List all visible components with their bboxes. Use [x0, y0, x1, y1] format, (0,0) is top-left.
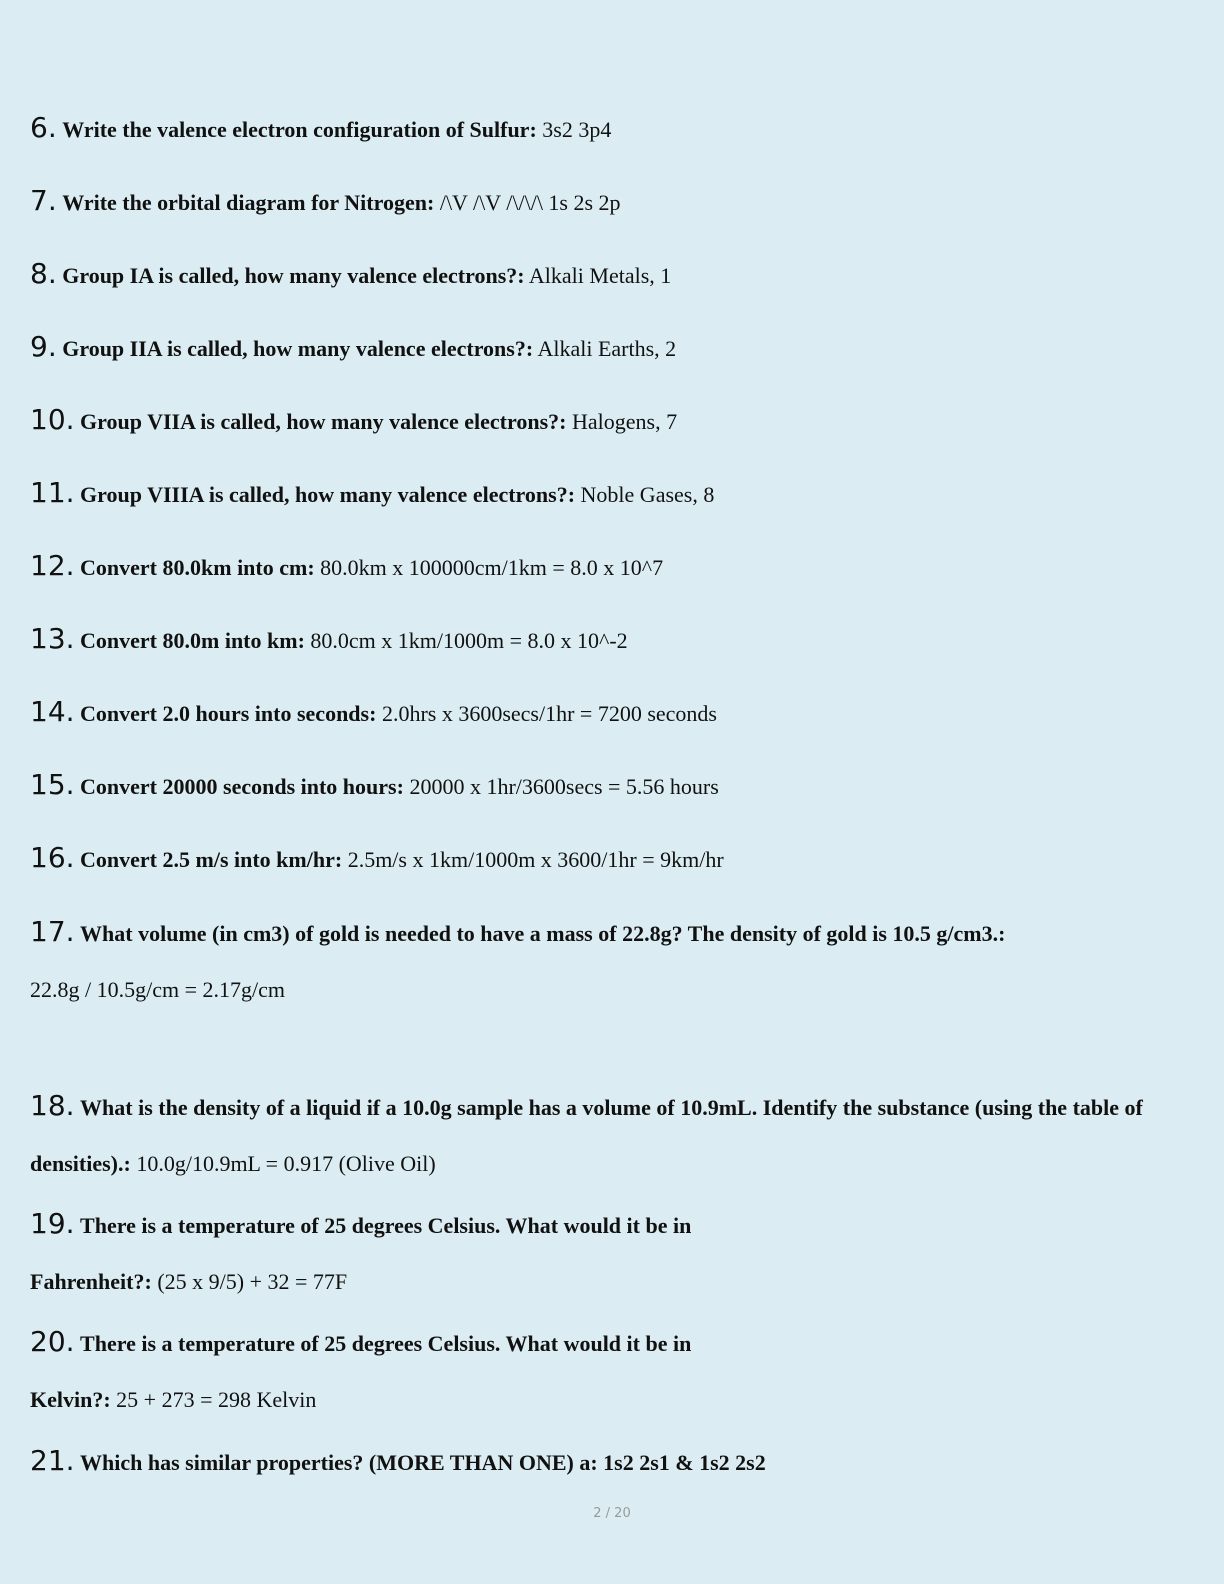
answer-text: 2.5m/s x 1km/1000m x 3600/1hr = 9km/hr [347, 847, 724, 872]
answer-text: 22.8g / 10.5g/cm = 2.17g/cm [30, 977, 285, 1002]
question-number: 14. [30, 695, 75, 728]
question-number: 12. [30, 549, 75, 582]
question-21 [30, 1433, 1200, 1491]
question-9 [30, 319, 1200, 377]
question-11 [30, 465, 1200, 523]
question-text: Convert 2.0 hours into seconds: [80, 701, 377, 726]
question-text: Convert 80.0km into cm: [80, 555, 315, 580]
answer-text: 80.0km x 100000cm/1km = 8.0 x 10^7 [320, 555, 664, 580]
question-number: 7. [30, 184, 57, 217]
question-number: 21. [30, 1444, 75, 1477]
question-number: 20. [30, 1325, 75, 1358]
question-17 [30, 904, 1200, 1018]
question-number: 18. [30, 1089, 75, 1122]
answer-text: 10.0g/10.9mL = 0.917 (Olive Oil) [136, 1151, 436, 1176]
question-number: 17. [30, 915, 75, 948]
question-20 [30, 1314, 770, 1428]
question-text: Group IIA is called, how many valence electrons?: [62, 336, 534, 361]
question-text: Convert 80.0m into km: [80, 628, 305, 653]
question-text: There is a temperature of 25 degrees Celsius. What would it be in Fahrenheit?: [30, 1213, 692, 1294]
question-19 [30, 1196, 770, 1310]
question-text: What volume (in cm3) of gold is needed to have a mass of 22.8g? The density of gold is 10.5 g/cm3.: [80, 921, 1006, 946]
question-number: 11. [30, 476, 75, 509]
question-text: Group VIIIA is called, how many valence electrons?: [80, 482, 576, 507]
answer-text: 80.0cm x 1km/1000m = 8.0 x 10^-2 [310, 628, 628, 653]
question-16 [30, 830, 1200, 888]
question-12 [30, 538, 1200, 596]
question-text: Write the orbital diagram for Nitrogen: [62, 190, 435, 215]
question-number: 8. [30, 257, 57, 290]
answer-text: 25 + 273 = 298 Kelvin [116, 1387, 317, 1412]
question-text: Group VIIA is called, how many valence electrons?: [80, 409, 567, 434]
question-number: 13. [30, 622, 75, 655]
answer-text: Alkali Earths, 2 [537, 336, 677, 361]
answer-text: (25 x 9/5) + 32 = 77F [157, 1269, 348, 1294]
question-text: Write the valence electron configuration of Sulfur: [62, 117, 537, 142]
question-text: Convert 2.5 m/s into km/hr: [80, 847, 343, 872]
question-number: 6. [30, 111, 57, 144]
question-number: 16. [30, 841, 75, 874]
answer-text: 2.0hrs x 3600secs/1hr = 7200 seconds [381, 701, 717, 726]
question-6 [30, 100, 1200, 158]
answer-text: /\V /\V /\/\/\ 1s 2s 2p [439, 190, 621, 215]
question-text: Convert 20000 seconds into hours: [80, 774, 404, 799]
question-text: Group IA is called, how many valence electrons?: [62, 263, 525, 288]
question-10 [30, 392, 1200, 450]
page-indicator: 2 / 20 [593, 1506, 631, 1521]
question-15 [30, 757, 1200, 815]
question-number: 15. [30, 768, 75, 801]
answer-text: Alkali Metals, 1 [528, 263, 672, 288]
question-18 [30, 1078, 1200, 1192]
question-number: 10. [30, 403, 75, 436]
question-text: There is a temperature of 25 degrees Celsius. What would it be in Kelvin?: [30, 1331, 692, 1412]
question-number: 9. [30, 330, 57, 363]
question-7 [30, 173, 1200, 231]
question-8 [30, 246, 1200, 304]
answer-text: 3s2 3p4 [542, 117, 612, 142]
question-14 [30, 684, 1200, 742]
question-text: Which has similar properties? (MORE THAN ONE) a: 1s2 2s1 & 1s2 2s2 [80, 1450, 766, 1475]
question-13 [30, 611, 1200, 669]
answer-text: Halogens, 7 [571, 409, 678, 434]
question-text: What is the density of a liquid if a 10.0g sample has a volume of 10.9mL. Identify the substance (using the table of densities).: [30, 1095, 1143, 1176]
question-number: 19. [30, 1207, 75, 1240]
answer-text: 20000 x 1hr/3600secs = 5.56 hours [409, 774, 719, 799]
answer-text: Noble Gases, 8 [580, 482, 715, 507]
